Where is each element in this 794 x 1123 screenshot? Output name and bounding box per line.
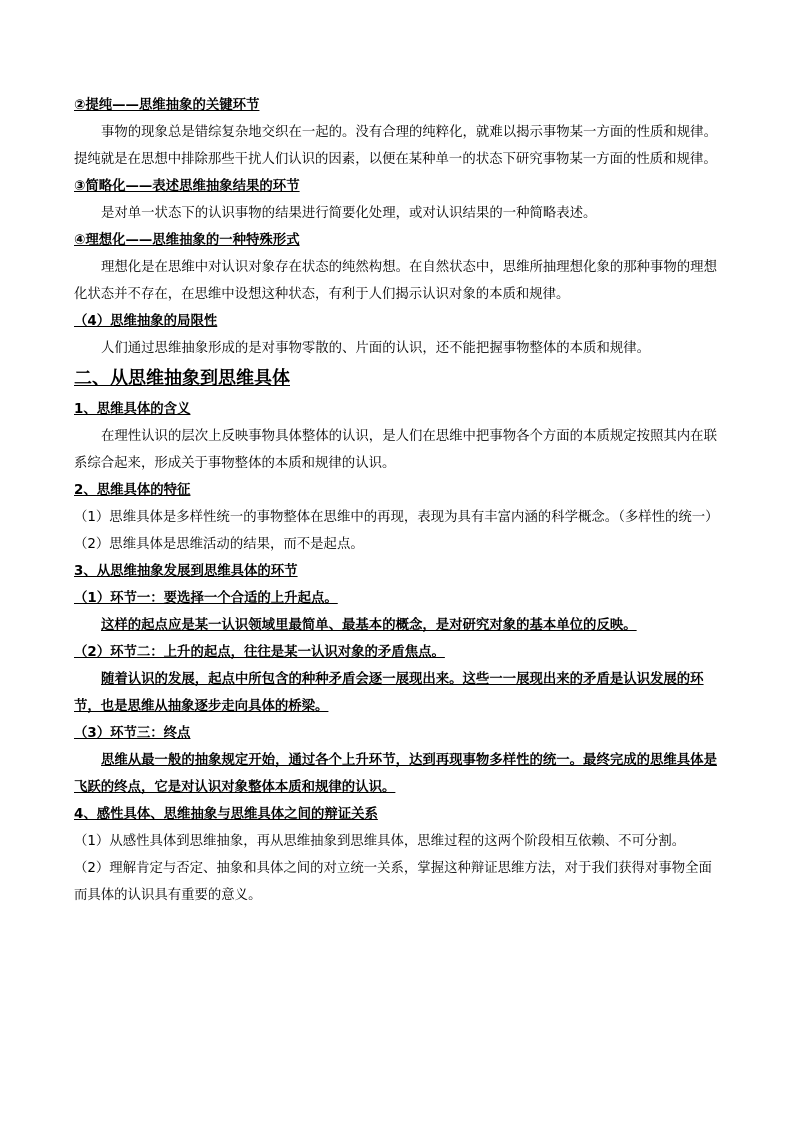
section-heading-idealization: ④理想化——思维抽象的一种特殊形式 bbox=[74, 233, 300, 248]
paragraph-concrete-meaning: 在理性认识的层次上反映事物具体整体的认识，是人们在思维中把事物各个方面的本质规定按照其内在联系综合起来，形成关于事物整体的本质和规律的认识。 bbox=[74, 429, 717, 471]
heading-concrete-features: 2、思维具体的特征 bbox=[74, 483, 191, 498]
paragraph-idealization: 理想化是在思维中对认识对象存在状态的纯然构想。在自然状态中，思维所抽理想化象的那种事物的理想化状态并不存在，在思维中设想这种状态，有利于人们揭示认识对象的本质和规律。 bbox=[74, 260, 717, 302]
feature-item-1: （1）思维具体是多样性统一的事物整体在思维中的再现，表现为具有丰富内涵的科学概念。（多样性的统一） bbox=[74, 510, 719, 525]
stage-1-text: 这样的起点应是某一认识领域里最简单、最基本的概念，是对研究对象的基本单位的反映。 bbox=[101, 618, 637, 633]
paragraph-simplification: 是对单一状态下的认识事物的结果进行简要化处理，或对认识结果的一种简略表述。 bbox=[101, 206, 597, 221]
section-heading-simplification: ③简略化——表述思维抽象结果的环节 bbox=[74, 179, 300, 194]
feature-item-2: （2）思维具体是思维活动的结果，而不是起点。 bbox=[74, 537, 364, 552]
heading-stages: 3、从思维抽象发展到思维具体的环节 bbox=[74, 564, 298, 579]
part-title: 二、从思维抽象到思维具体 bbox=[74, 368, 290, 389]
document-page bbox=[74, 92, 722, 909]
relation-item-1: （1）从感性具体到思维抽象，再从思维抽象到思维具体，思维过程的这两个阶段相互依赖、不可分割。 bbox=[74, 834, 686, 849]
paragraph-limitation: 人们通过思维抽象形成的是对事物零散的、片面的认识，还不能把握事物整体的本质和规律。 bbox=[101, 341, 651, 356]
section-heading-limitation: （4）思维抽象的局限性 bbox=[74, 314, 218, 329]
stage-3-text: 思维从最一般的抽象规定开始，通过各个上升环节，达到再现事物多样性的统一。最终完成的思维具体是飞跃的终点，它是对认识对象整体本质和规律的认识。 bbox=[74, 753, 717, 795]
stage-1-title: （1）环节一：要选择一个合适的上升起点。 bbox=[74, 591, 338, 606]
heading-concrete-meaning: 1、思维具体的含义 bbox=[74, 402, 191, 417]
section-heading-purification: ②提纯——思维抽象的关键环节 bbox=[74, 98, 260, 113]
relation-item-2: （2）理解肯定与否定、抽象和具体之间的对立统一关系，掌握这种辩证思维方法，对于我们获得对事物全面而具体的认识具有重要的意义。 bbox=[74, 861, 712, 903]
stage-2-text: 随着认识的发展，起点中所包含的种种矛盾会逐一展现出来。这些一一展现出来的矛盾是认识发展的环节，也是思维从抽象逐步走向具体的桥梁。 bbox=[74, 672, 704, 714]
heading-dialectical-relation: 4、感性具体、思维抽象与思维具体之间的辩证关系 bbox=[74, 807, 378, 822]
paragraph-purification: 事物的现象总是错综复杂地交织在一起的。没有合理的纯粹化，就难以揭示事物某一方面的性质和规律。提纯就是在思想中排除那些干扰人们认识的因素，以便在某种单一的状态下研究事物某一方面的性质和规律。 bbox=[74, 125, 717, 167]
stage-2-title: （2）环节二：上升的起点，往往是某一认识对象的矛盾焦点。 bbox=[74, 645, 445, 660]
stage-3-title: （3）环节三：终点 bbox=[74, 726, 191, 741]
